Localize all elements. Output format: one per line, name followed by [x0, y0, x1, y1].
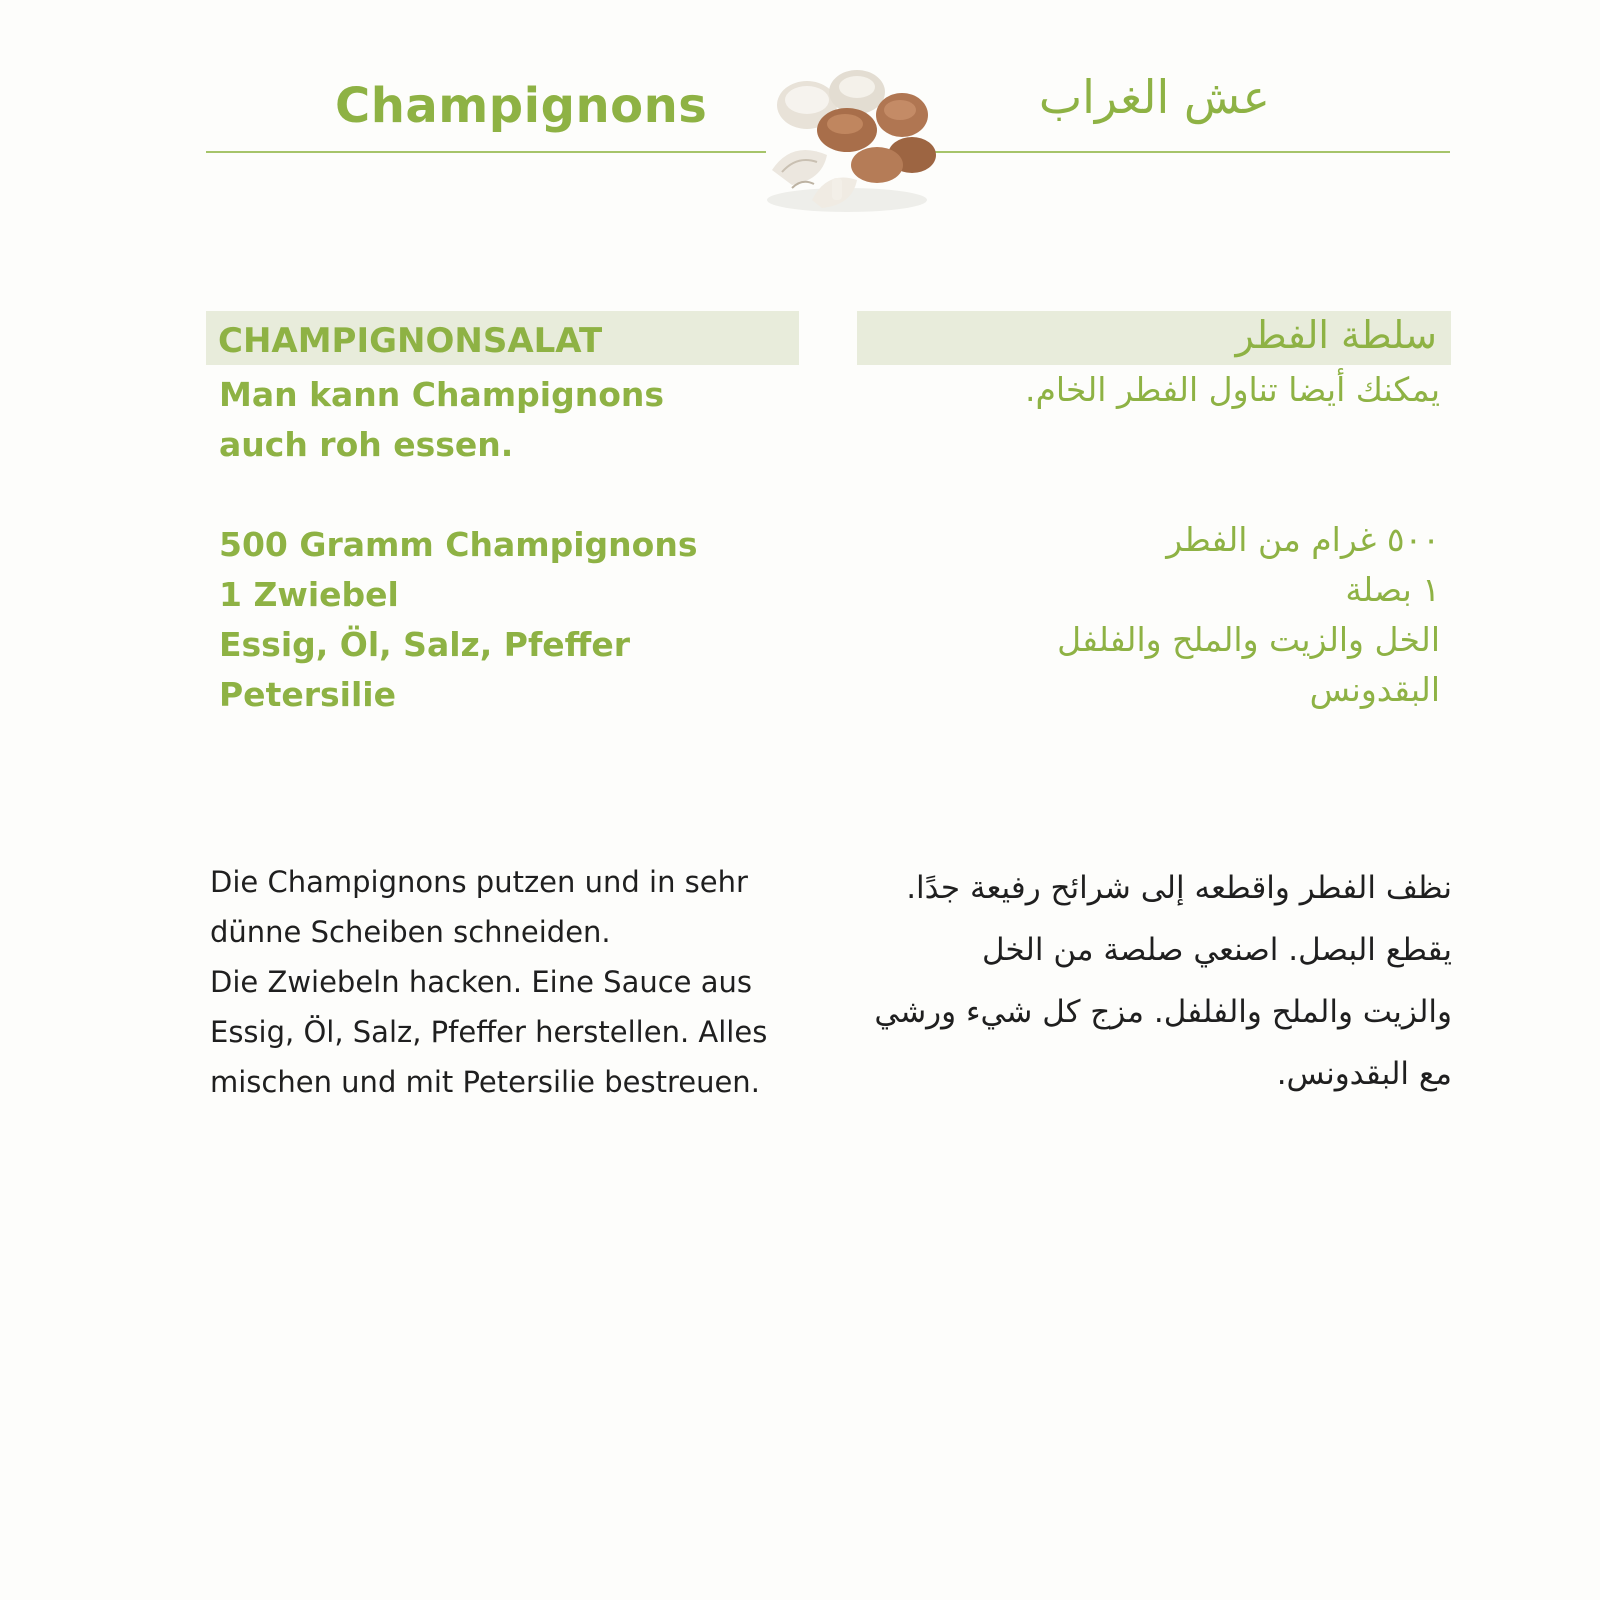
recipe-title-german: CHAMPIGNONSALAT: [218, 321, 603, 361]
intro-line: Man kann Champignons: [219, 375, 665, 414]
method-line: نظف الفطر واقطعه إلى شرائح رفيعة جدًا.: [906, 870, 1452, 906]
method-line: Essig, Öl, Salz, Pfeffer herstellen. Alles: [210, 1015, 768, 1049]
method-line: Die Champignons putzen und in sehr: [210, 865, 748, 899]
ingredient-item: 500 Gramm Champignons: [219, 525, 698, 564]
method-german: [210, 857, 810, 1107]
method-line: Die Zwiebeln hacken. Eine Sauce aus: [210, 965, 752, 999]
ingredient-item: ٥٠٠ غرام من الفطر: [1166, 520, 1440, 559]
ingredient-item: Essig, Öl, Salz, Pfeffer: [219, 625, 631, 664]
header-rule-right: [930, 151, 1450, 153]
ingredient-item: 1 Zwiebel: [219, 575, 399, 614]
ingredients-german: [219, 520, 779, 720]
method-arabic: [872, 857, 1452, 1105]
method-line: mischen und mit Petersilie bestreuen.: [210, 1065, 760, 1099]
intro-line: auch roh essen.: [219, 425, 514, 464]
ingredient-item: الخل والزيت والملح والفلفل: [1057, 620, 1440, 659]
method-line: يقطع البصل. اصنعي صلصة من الخل: [981, 932, 1452, 968]
method-line: مع البقدونس.: [1276, 1056, 1452, 1092]
ingredients-arabic: [880, 515, 1440, 715]
intro-arabic: [880, 365, 1440, 415]
intro-line: يمكنك أيضا تناول الفطر الخام.: [1024, 370, 1440, 409]
intro-german: [219, 370, 779, 470]
recipe-title-bar-german: [206, 311, 799, 365]
recipe-title-bar-arabic: [857, 311, 1451, 365]
method-line: dünne Scheiben schneiden.: [210, 915, 611, 949]
recipe-title-arabic: سلطة الفطر: [1235, 313, 1437, 357]
mushrooms-icon: [752, 60, 942, 220]
ingredient-item: البقدونس: [1309, 670, 1440, 709]
ingredient-item: Petersilie: [219, 675, 396, 714]
page-title-arabic: عش الغراب: [1038, 70, 1270, 124]
method-line: والزيت والملح والفلفل. مزج كل شيء ورشي: [874, 994, 1452, 1030]
page-title-german: Champignons: [335, 78, 708, 134]
ingredient-item: ١ بصلة: [1345, 570, 1440, 609]
header-rule-left: [206, 151, 766, 153]
